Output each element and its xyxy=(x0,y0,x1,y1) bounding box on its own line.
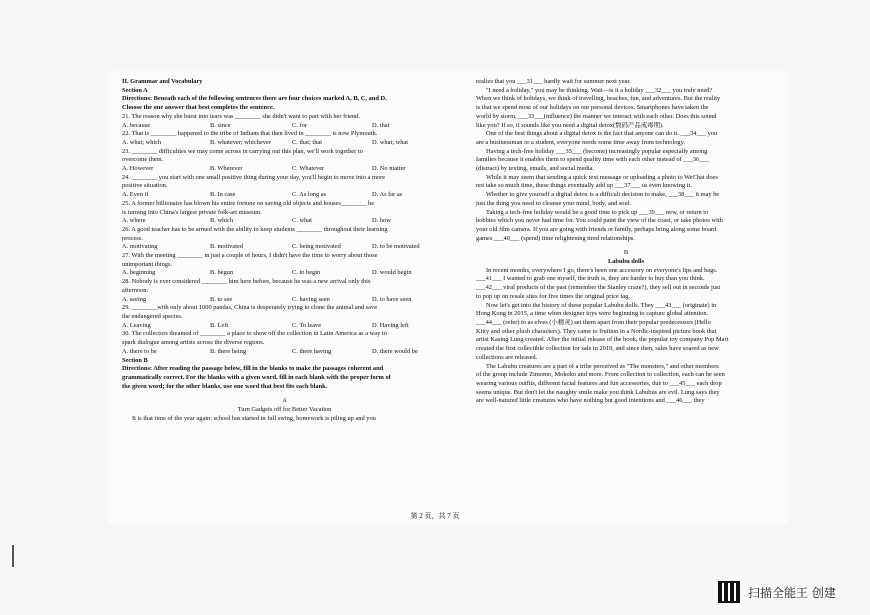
answer-option: C. there having xyxy=(292,347,332,355)
text-line: like you? If so, it sounds like you need a digital detox(数码产品戒毒期). xyxy=(476,121,664,129)
text-line: When we think of holidays, we think of travelling, beaches, fun, and adventures. But the reality xyxy=(476,95,721,103)
text-line: In recent months, everywhere I go, there's been one accessory on everyone's lips and bags. xyxy=(486,266,718,274)
text-line: 23. ________ difficulties we may come across in carrying out this plan, we'll work together to xyxy=(122,147,363,155)
answer-option: A. motivating xyxy=(122,243,158,251)
text-line: "I need a holiday," you may be thinking. Wait—is it a holiday ___32___ you truly need? xyxy=(486,86,713,94)
answer-options xyxy=(122,348,447,357)
text-line: 30. The collectors dreamed of ________ a place to show off the collection in Latin America as a way to xyxy=(122,330,387,338)
text-line: the endangered species. xyxy=(122,312,183,320)
text-line: wearing various outfits, different facial features and fun accessories, due to ___45___ each drop xyxy=(476,379,722,387)
text-line: 24. ________ you start with one small positive thing during your day, you'll begin to move into a more xyxy=(122,173,386,181)
scan-edge-mark xyxy=(12,545,14,567)
text-line: 29. ________with only about 1000 pandas, China is desperately trying to clone the animal and save xyxy=(122,304,378,312)
answer-options xyxy=(122,139,447,148)
text-line: 26. A good teacher has to be armed with the ability to keep students ________ throughout their learning xyxy=(122,225,388,233)
text-line: ___44___ (refer) to as elves (小精灵) set them apart from their popular predecessors (Hello xyxy=(476,318,711,326)
text-line: your old film camera. If you are going with friends or family, perhaps bring along some board xyxy=(476,225,717,233)
answer-options xyxy=(122,243,447,252)
text-line: unimportant things. xyxy=(122,260,173,268)
text-line: Kitty and other plush characters). They came to fruition in a Nordic-inspired picture book that xyxy=(476,327,717,335)
text-line: II. Grammar and Vocabulary xyxy=(122,78,203,85)
text-line: Labubu dolls xyxy=(607,258,645,266)
text-line: are a businessman or a student, everyone needs some time away from technology. xyxy=(476,138,685,146)
text-line: the given word; for the other blanks, use one word that best fits each blank. xyxy=(122,382,328,390)
answer-option: D. to have seen xyxy=(372,295,412,303)
answer-option: C. Whatever xyxy=(292,165,325,173)
text-line: 22. That is ________ happened to the tribe of Indians that then lived in ________ is now Plymouth. xyxy=(122,130,378,138)
answer-options xyxy=(122,122,447,131)
answer-option: A. Even if xyxy=(122,191,149,199)
answer-option: D. how xyxy=(372,217,391,225)
answer-option: B. to see xyxy=(210,295,233,303)
text-line: Now let's get into the history of these popular Labubu dolls. They ___43___ (originate) in xyxy=(486,301,717,309)
text-line: Taking a tech-free holiday would be a good time to pick up ___39___ new, or return to xyxy=(486,208,709,216)
text-line: to pop up on resale sites for five times the original price tag. xyxy=(476,292,630,300)
text-line: Having a tech-free holiday ___35___ (become) increasingly popular especially among xyxy=(486,147,708,155)
answer-option: C. being motivated xyxy=(292,243,341,251)
text-line: ___41___ I wanted to grab one myself, the truth is, they are harder to buy than you think. xyxy=(476,275,705,283)
answer-option: A. there to be xyxy=(122,347,157,355)
answer-option: D. Having left xyxy=(372,321,409,329)
answer-option: C. what xyxy=(292,217,312,225)
answer-option: C. To leave xyxy=(292,321,322,329)
answer-option: D. that xyxy=(372,121,390,129)
text-line: not take so much time, these things eventually add up ___37___ us even knowing it. xyxy=(476,182,692,190)
text-line: While it may seem that sending a quick text message or uploading a photo to WeChat does xyxy=(486,173,718,181)
qr-code-icon xyxy=(718,581,740,603)
answer-option: B. which xyxy=(210,217,234,225)
answer-options xyxy=(122,296,447,305)
text-line: Directions: After reading the passage below, fill in the blanks to make the passages coherent and xyxy=(122,365,384,373)
text-line: spark dialogue among artists across the diverse regions. xyxy=(122,339,265,347)
text-line: A xyxy=(282,397,287,405)
text-line: 27. With the meeting ________ in just a couple of hours, I didn't have the time to worry about those xyxy=(122,252,378,260)
text-line: Directions: Beneath each of the following sentences there are four choices marked A, B, C, and D. xyxy=(122,95,387,103)
answer-option: C. to begin xyxy=(292,269,321,277)
text-line: of the group include Zimomo, Mokoko and more. From collection to collection, each can be seen xyxy=(476,371,725,379)
text-line: games ___40___ (spend) time relightening tired relationships. xyxy=(476,234,635,242)
answer-option: B. begun xyxy=(210,269,234,277)
answer-options xyxy=(122,322,447,331)
answer-option: B. Left xyxy=(210,321,229,329)
text-line: It is that time of the year again: school has started in full swing, homework is piling up and you xyxy=(132,414,376,422)
text-line: collections are released. xyxy=(476,353,538,361)
watermark-text: 扫描全能王 创建 xyxy=(748,585,836,600)
right-column xyxy=(476,78,776,406)
text-line: Choose the one answer that best completes the sentence. xyxy=(122,104,275,112)
answer-option: B. In case xyxy=(210,191,236,199)
text-line: is turning into China's largest private folk-art museum. xyxy=(122,208,262,216)
answer-option: A. because xyxy=(122,121,151,129)
answer-options xyxy=(122,191,447,200)
text-line: 28. Nobody is ever considered ________ him here before, because he was a new arrival only this xyxy=(122,278,371,286)
text-line: Section A xyxy=(122,86,148,94)
text-line: process. xyxy=(122,234,143,242)
text-line: grammatically correct. For the blanks with a given word, fill in each blank with the proper form of xyxy=(122,373,391,381)
text-line: created the first collectible collection for sale in 2019, and since then, sales have soared as new xyxy=(476,345,719,353)
answer-option: C. for xyxy=(292,121,307,129)
text-line: hobbies which you never had time for. You could paint the view of the coast, or take photos with xyxy=(476,217,723,225)
text-line: are well-natured little creatures who have nothing but good intentions and ___46___ they xyxy=(476,397,705,405)
answer-option: C. As long as xyxy=(292,191,327,199)
answer-option: A. beginning xyxy=(122,269,156,277)
answer-option: D. what; what xyxy=(372,138,409,146)
text-line: afternoon. xyxy=(122,286,149,294)
answer-option: D. would begin xyxy=(372,269,412,277)
scanner-watermark xyxy=(718,580,836,604)
text-line: B xyxy=(623,249,629,257)
answer-option: A. what; which xyxy=(122,138,162,146)
text-line: 21. The reason why she burst into tears was ________ she didn't want to part with her friend. xyxy=(122,112,360,120)
text-line: artist Kasing Lung created. After the initial release of the book, the popular toy company Pop Mart xyxy=(476,336,729,344)
text-line: world by storm, ___33___(influence) the manner we interact with each other. Does this sound xyxy=(476,112,717,120)
answer-option: C. that; that xyxy=(292,138,322,146)
text-line: One of the best things about a digital detox is the fact that anyone can do it. ___34___ you xyxy=(486,130,718,138)
answer-option: A. seeing xyxy=(122,295,147,303)
answer-option: D. As far as xyxy=(372,191,403,199)
answer-option: B. Wherever xyxy=(210,165,243,173)
answer-options xyxy=(122,269,447,278)
text-line: 25. A former billionaire has blown his entire fortune on saving old objects and houses________ he xyxy=(122,199,375,207)
answer-option: D. No matter xyxy=(372,165,406,173)
answer-option: C. having seen xyxy=(292,295,330,303)
answer-option: A. Leaving xyxy=(122,321,151,329)
answer-option: B. whatever; whichever xyxy=(210,138,271,146)
answer-option: B. there being xyxy=(210,347,247,355)
answer-option: A. However xyxy=(122,165,154,173)
answer-option: D. there would be xyxy=(372,347,418,355)
text-line: overcome them. xyxy=(122,156,164,164)
text-line: realize that you ___31___ hardly wait for summer next year. xyxy=(476,78,631,85)
answer-option: D. to be motivated xyxy=(372,243,420,251)
text-line: seems unique. But don't let the naughty smile make you think Labubus are evil. Lung says they xyxy=(476,388,720,396)
text-line: Whether to give yourself a digital detox is a difficult decision to make, ___38___ it may be xyxy=(486,191,720,199)
answer-option: B. since xyxy=(210,121,231,129)
text-line: Section B xyxy=(122,356,148,364)
text-line: (distract) by texting, emails, and social media. xyxy=(476,165,595,173)
text-line: is that we spend most of our holidays on our personal devices. Smartphones have taken the xyxy=(476,104,709,112)
answer-option: B. motivated xyxy=(210,243,244,251)
text-line: positive situation. xyxy=(122,182,168,190)
page-number: 第 2 页，共 7 页 xyxy=(410,512,460,520)
text-line: just the thing you need to cleanse your mind, body, and soul. xyxy=(476,199,632,207)
text-line: Hong Kong in 2015, a time when designer toys were beginning to capture global attention. xyxy=(476,310,709,318)
answer-options xyxy=(122,165,447,174)
text-line: The Labubu creatures are a part of a tribe perceived as "The monsters," and other members xyxy=(486,362,719,370)
left-column xyxy=(122,78,447,423)
text-line: Turn Gadgets off for Better Vacation xyxy=(237,406,332,414)
answer-option: A. where xyxy=(122,217,146,225)
answer-options xyxy=(122,217,447,226)
text-line: ___42___ viral products of the past (remember the Stanley craze?), they sell out in seconds just xyxy=(476,284,721,292)
text-line: families because it enables them to spend quality time with each other instead of ___36___ xyxy=(476,156,709,164)
